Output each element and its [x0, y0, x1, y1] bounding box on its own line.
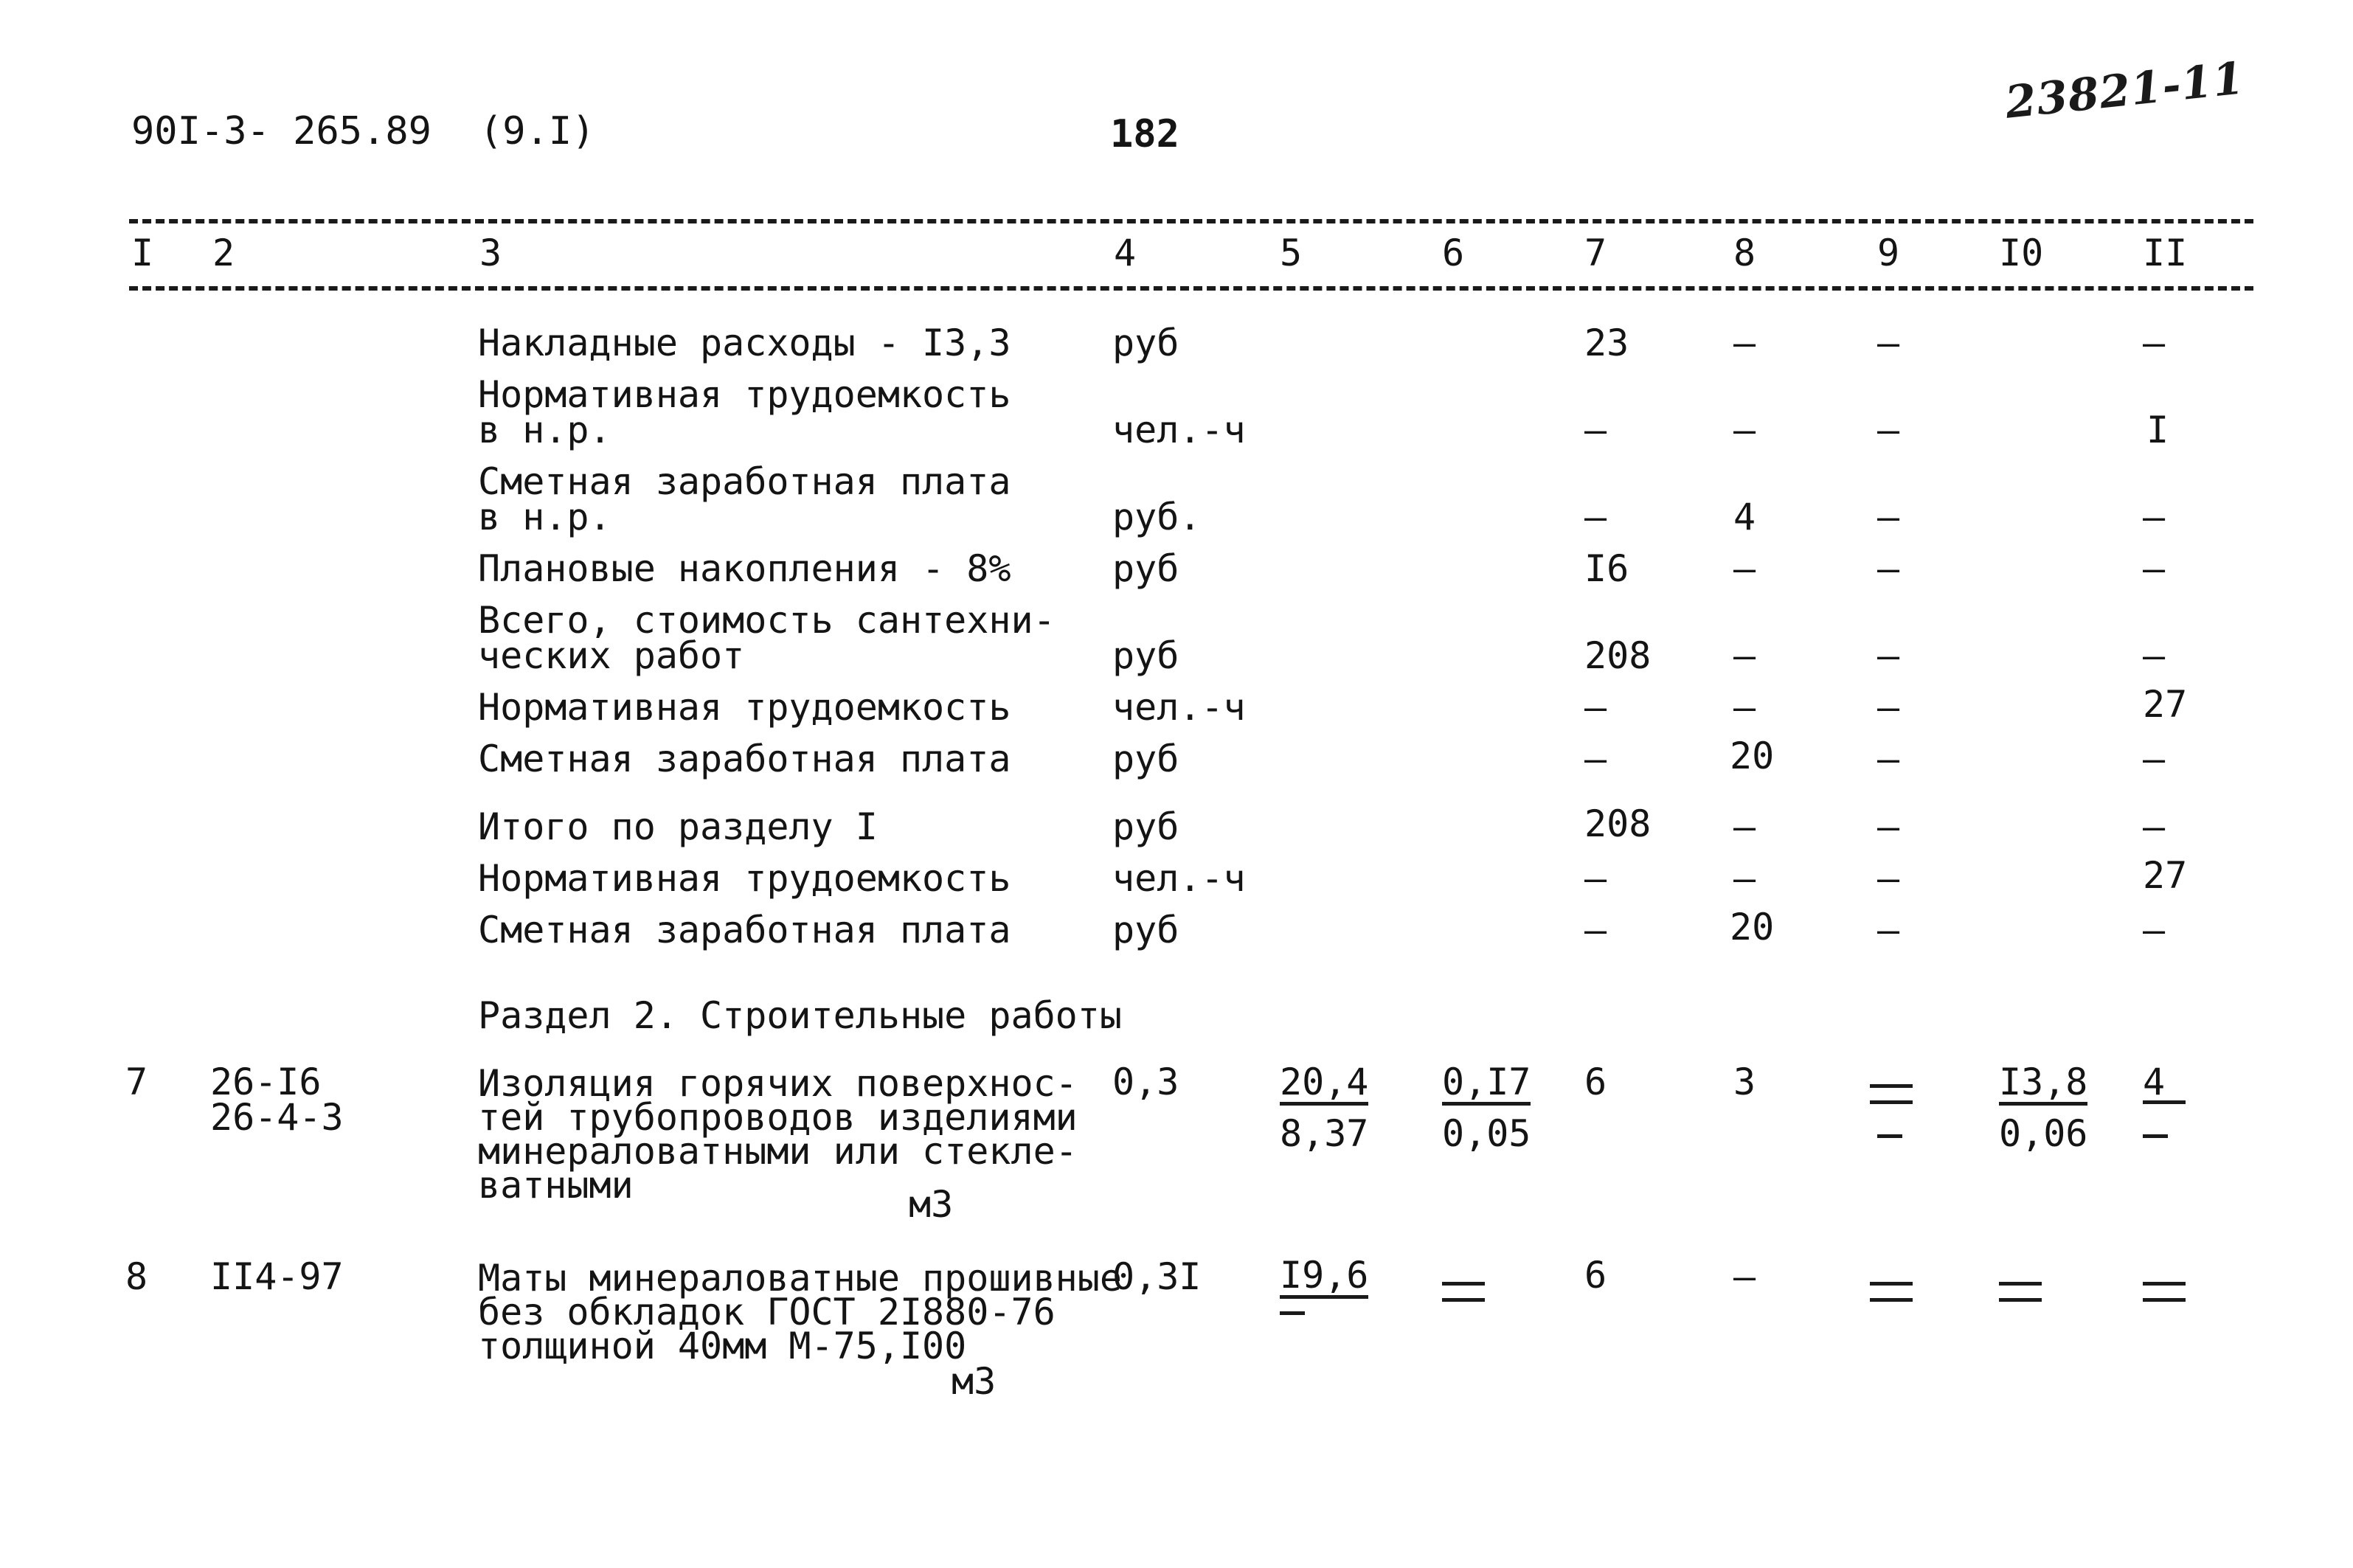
row-col7: 23 — [1584, 322, 1629, 364]
row-col9: – — [1877, 686, 1900, 729]
row-unit: руб — [1112, 547, 1179, 590]
row-col9: – — [1877, 805, 1900, 848]
row-col9: – — [1877, 738, 1900, 780]
row-col11: – — [2143, 322, 2166, 364]
row-col7: – — [1584, 686, 1607, 729]
row-col11: I — [2146, 409, 2169, 451]
document-code: 90I-3- 265.89 — [131, 109, 432, 153]
row-col11: 27 — [2143, 854, 2188, 897]
row-label: Плановые накопления - 8% — [478, 547, 1011, 590]
item-col6-top: 0,I7 — [1442, 1064, 1531, 1106]
item-code-line1: 26-I6 — [210, 1061, 322, 1103]
item-col6-bottom: 0,05 — [1442, 1112, 1531, 1155]
item-col8: 3 — [1733, 1061, 1756, 1103]
row-col9: – — [1877, 634, 1900, 677]
row-col9: – — [1877, 909, 1900, 951]
row-unit: чел.-ч — [1112, 686, 1246, 729]
row-unit: руб — [1112, 634, 1179, 677]
item-col9-dash — [1870, 1282, 1913, 1304]
col-header-3: 3 — [479, 232, 502, 274]
item-col8: – — [1733, 1255, 1756, 1298]
header-top-rule — [129, 219, 2253, 223]
col-header-2: 2 — [212, 232, 235, 274]
row-col11: – — [2143, 805, 2166, 848]
row-col7: I6 — [1584, 547, 1629, 590]
item-col5-bottom: 8,37 — [1280, 1112, 1369, 1155]
row-label: Нормативная трудоемкость — [478, 857, 1011, 900]
section-code: (9.I) — [479, 109, 595, 153]
row-col11: – — [2143, 547, 2166, 590]
row-col8: – — [1733, 686, 1756, 729]
row-unit: руб — [1112, 909, 1179, 951]
item-code-line2: 26-4-3 — [210, 1096, 344, 1139]
item-unit: м3 — [952, 1360, 997, 1403]
row-col8: – — [1733, 409, 1756, 451]
item-col4: 0,3 — [1112, 1061, 1179, 1103]
item-desc-line1: Маты минераловатные прошивные — [478, 1257, 1122, 1300]
col-header-10: I0 — [1999, 232, 2044, 274]
row-col8: – — [1733, 805, 1756, 848]
item-col11-bottom-dash — [2143, 1134, 2168, 1138]
col-header-6: 6 — [1442, 232, 1465, 274]
col-header-5: 5 — [1280, 232, 1303, 274]
header-bottom-rule — [129, 286, 2253, 291]
item-col11-dash — [2143, 1282, 2186, 1304]
row-col7: 208 — [1584, 802, 1652, 845]
row-col9: – — [1877, 409, 1900, 451]
row-col7: – — [1584, 496, 1607, 538]
row-label-line1: Нормативная трудоемкость — [478, 373, 1011, 416]
row-unit: чел.-ч — [1112, 409, 1246, 451]
col-header-11: II — [2143, 232, 2188, 274]
row-col9: – — [1877, 322, 1900, 364]
item-col7: 6 — [1584, 1254, 1607, 1297]
row-unit: руб — [1112, 805, 1179, 848]
row-label-line1: Всего, стоимость сантехни- — [478, 599, 1056, 642]
item-number: 7 — [125, 1061, 148, 1103]
item-desc-line3: толщиной 40мм М-75,I00 — [478, 1325, 967, 1367]
row-col11: – — [2143, 634, 2166, 677]
handwritten-stamp: 23821-11 — [2003, 52, 2247, 129]
row-unit: чел.-ч — [1112, 857, 1246, 900]
item-unit: м3 — [909, 1183, 954, 1226]
row-col9: – — [1877, 547, 1900, 590]
row-col11: – — [2143, 496, 2166, 538]
item-col5-bottom-dash — [1280, 1311, 1305, 1315]
item-desc-line1: Изоляция горячих поверхнос- — [478, 1062, 1078, 1105]
item-col7: 6 — [1584, 1061, 1607, 1103]
item-desc-line3: минераловатными или стекле- — [478, 1130, 1078, 1173]
col-header-7: 7 — [1584, 232, 1607, 274]
row-label: Накладные расходы - I3,3 — [478, 322, 1011, 364]
row-col9: – — [1877, 496, 1900, 538]
col-header-8: 8 — [1733, 232, 1756, 274]
section-title: Раздел 2. Строительные работы — [478, 994, 1122, 1037]
col-header-4: 4 — [1114, 232, 1137, 274]
row-label-line1: Сметная заработная плата — [478, 460, 1011, 503]
item-number: 8 — [125, 1255, 148, 1298]
row-label: Итого по разделу I — [478, 805, 878, 848]
item-col5-top: 20,4 — [1280, 1064, 1368, 1106]
row-label: Сметная заработная плата — [478, 909, 1011, 951]
item-code: II4-97 — [210, 1255, 344, 1298]
row-col8: – — [1733, 634, 1756, 677]
row-label: Нормативная трудоемкость — [478, 686, 1011, 729]
row-col7: 208 — [1584, 634, 1652, 677]
row-col8: – — [1733, 547, 1756, 590]
item-desc-line4: ватными — [478, 1164, 634, 1207]
row-col7: – — [1584, 409, 1607, 451]
row-col11: – — [2143, 909, 2166, 951]
item-col10-bottom: 0,06 — [1999, 1112, 2088, 1155]
row-col11: 27 — [2143, 683, 2188, 726]
row-label: Сметная заработная плата — [478, 738, 1011, 780]
row-label-line2: ческих работ — [478, 634, 745, 677]
item-col9-bottom-dash — [1877, 1134, 1902, 1138]
row-label-line2: в н.р. — [478, 409, 611, 451]
page-number: 182 — [1110, 112, 1179, 156]
item-col4: 0,3I — [1112, 1255, 1202, 1298]
item-col10-dash — [1999, 1282, 2042, 1304]
col-header-9: 9 — [1877, 232, 1900, 274]
row-col9: – — [1877, 857, 1900, 900]
item-col5-top: I9,6 — [1280, 1257, 1368, 1299]
item-desc-line2: тей трубопроводов изделиями — [478, 1096, 1078, 1139]
col-header-1: I — [131, 232, 154, 274]
row-col7: – — [1584, 738, 1607, 780]
item-col10-top: I3,8 — [1999, 1064, 2087, 1106]
row-unit: руб. — [1112, 496, 1202, 538]
row-col8: – — [1733, 857, 1756, 900]
row-unit: руб — [1112, 322, 1179, 364]
item-desc-line2: без обкладок ГОСТ 2I880-76 — [478, 1291, 1056, 1333]
row-label-line2: в н.р. — [478, 496, 611, 538]
item-col11-top: 4 — [2143, 1064, 2186, 1104]
row-col11: – — [2143, 738, 2166, 780]
item-col6-dash — [1442, 1282, 1485, 1304]
row-col8: 20 — [1730, 735, 1775, 777]
row-col8: – — [1733, 322, 1756, 364]
row-col7: – — [1584, 857, 1607, 900]
row-col8: 20 — [1730, 906, 1775, 948]
row-unit: руб — [1112, 738, 1179, 780]
item-col9-top-dash — [1870, 1084, 1913, 1106]
row-col8: 4 — [1733, 496, 1756, 538]
row-col7: – — [1584, 909, 1607, 951]
